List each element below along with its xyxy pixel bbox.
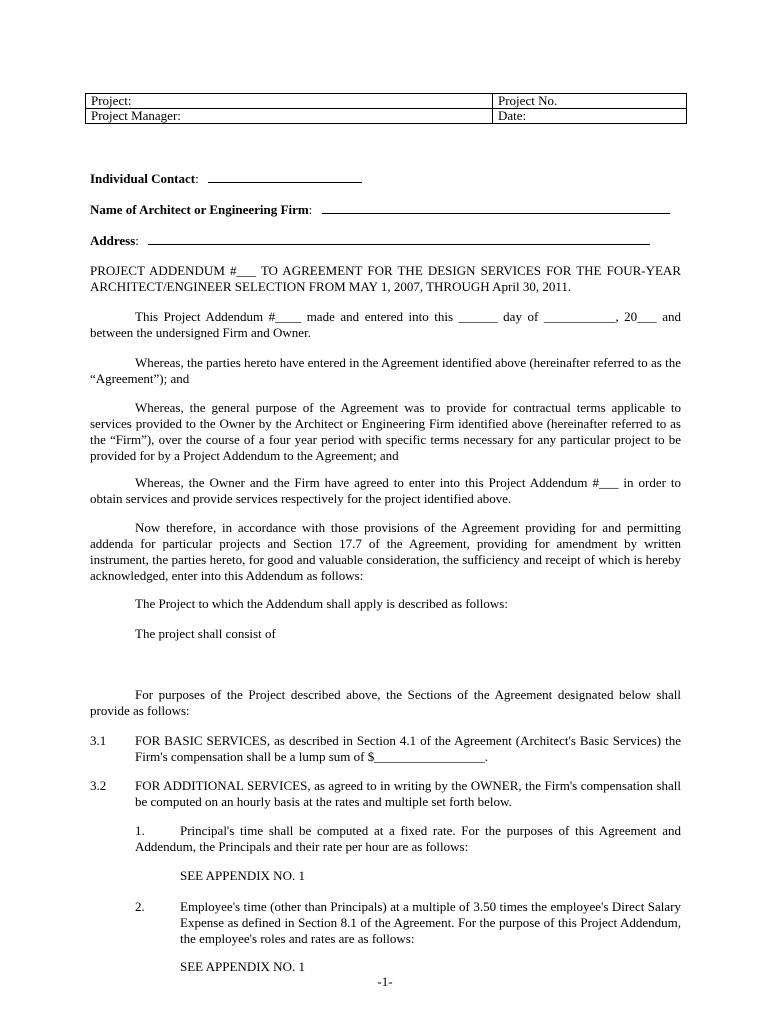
subitem-text	[135, 823, 681, 855]
addendum-title	[90, 263, 681, 295]
subitem-number: 2.	[135, 899, 145, 914]
address-blank	[148, 233, 650, 245]
page-number: -1-	[377, 974, 393, 989]
subitem-2	[135, 899, 681, 947]
table-row	[86, 94, 687, 109]
paragraph-text: The project shall consist of	[135, 626, 276, 641]
subitem-text: Employee's time (other than Principals) at a multiple of 3.50 times the employee's Direct Salary Expense as defined in Section 8.1 of the Agreement. For the purpose of this Project Addendum, the employee's roles and rates are as follows:	[180, 899, 681, 946]
project-no-cell: Project No.	[493, 94, 687, 109]
firm-name-label: Name of Architect or Engineering Firm	[90, 202, 309, 217]
date-cell: Date:	[493, 109, 687, 124]
section-text: FOR ADDITIONAL SERVICES, as agreed to in writing by the OWNER, the Firm's compensation shall be computed on an hourly basis at the rates and multiple set forth below.	[135, 778, 681, 809]
paragraph	[90, 355, 681, 387]
subitem-body: Principal's time shall be computed at a fixed rate. For the purposes of this Agreement and Addendum, the Principals and their rate per hour are as follows:	[135, 823, 681, 854]
paragraph	[90, 596, 681, 612]
title-line-2: ARCHITECT/ENGINEER SELECTION FROM MAY 1, 2007, THROUGH April 30, 2011.	[90, 279, 572, 294]
colon: :	[135, 233, 139, 248]
individual-contact-blank	[208, 171, 362, 183]
appendix-reference: SEE APPENDIX NO. 1	[180, 959, 305, 974]
paragraph	[90, 687, 681, 719]
paragraph-text: For purposes of the Project described above, the Sections of the Agreement designated below shall provide as follows:	[90, 687, 681, 718]
individual-contact-field	[90, 171, 362, 187]
paragraph-text: Whereas, the general purpose of the Agreement was to provide for contractual terms applicable to services provided to the Owner by the Architect or Engineering Firm identified above (hereinafter referred to as the “Firm”), over the course of a four year period with specific terms necessary for any particular project to be provided for by a Project Addendum to the Agreement; and	[90, 400, 681, 463]
subitem-number: 1.	[135, 823, 145, 838]
address-label: Address	[90, 233, 136, 248]
paragraph	[90, 626, 681, 642]
firm-name-field	[90, 202, 670, 218]
paragraph	[90, 400, 681, 464]
paragraph	[90, 309, 681, 341]
paragraph-text: Now therefore, in accordance with those provisions of the Agreement providing for and permitting addenda for particular projects and Section 17.7 of the Agreement, providing for amendment by written instrument, the parties hereto, for good and valuable consideration, the sufficiency and receipt of which is hereby acknowledged, enter into this Addendum as follows:	[90, 520, 681, 583]
appendix-reference: SEE APPENDIX NO. 1	[180, 868, 305, 883]
paragraph	[90, 475, 681, 507]
paragraph-text: Whereas, the Owner and the Firm have agreed to enter into this Project Addendum #___ in order to obtain services and provide services respectively for the project identified above.	[90, 475, 681, 506]
section-3-2	[90, 778, 681, 810]
project-cell: Project:	[86, 94, 493, 109]
section-3-1	[90, 733, 681, 765]
paragraph	[90, 520, 681, 584]
paragraph-text: This Project Addendum #____ made and entered into this ______ day of ___________, 20___ and between the undersigned Firm and Owner.	[90, 309, 681, 340]
firm-name-blank	[322, 202, 670, 214]
section-number: 3.2	[90, 778, 107, 793]
address-field	[90, 233, 650, 249]
project-header-table	[85, 93, 687, 124]
colon: :	[195, 171, 199, 186]
individual-contact-label: Individual Contact	[90, 171, 196, 186]
title-line-1: PROJECT ADDENDUM #___ TO AGREEMENT FOR THE DESIGN SERVICES FOR THE FOUR-YEAR	[90, 263, 681, 278]
paragraph-text: Whereas, the parties hereto have entered in the Agreement identified above (hereinafter referred to as the “Agreement”); and	[90, 355, 681, 386]
colon: :	[308, 202, 313, 217]
table-row	[86, 109, 687, 124]
subitem-1	[135, 823, 681, 855]
section-number: 3.1	[90, 733, 107, 748]
section-text: FOR BASIC SERVICES, as described in Section 4.1 of the Agreement (Architect's Basic Services) the Firm's compensation shall be a lump sum of $_________________.	[135, 733, 681, 764]
project-manager-cell: Project Manager:	[86, 109, 493, 124]
paragraph-text: The Project to which the Addendum shall apply is described as follows:	[135, 596, 508, 611]
